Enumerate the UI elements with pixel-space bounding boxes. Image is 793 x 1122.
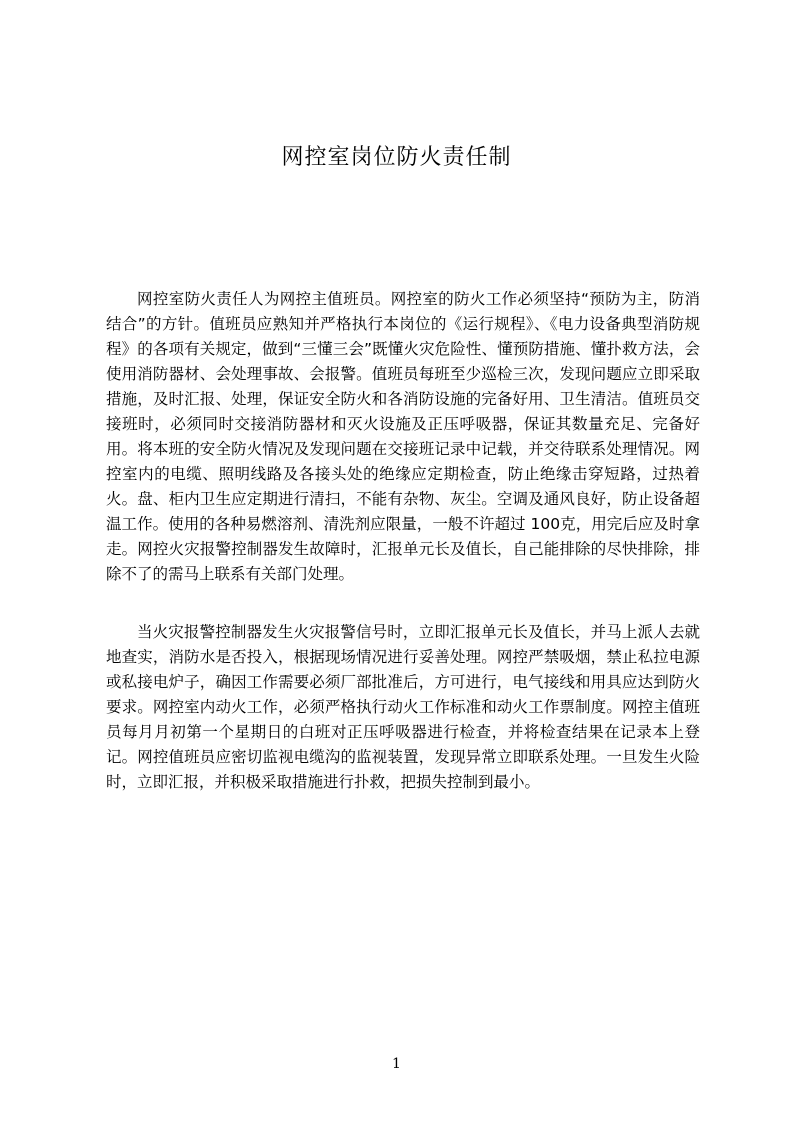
page-number: 1 [392, 1056, 401, 1072]
paragraph-2: 当火灾报警控制器发生火灾报警信号时，立即汇报单元长及值长，并马上派人去就地查实，消防水是否投入，根据现场情况进行妥善处理。网控严禁吸烟，禁止私拉电源或私接电炉子，确因工作需要必须厂部批准后，方可进行，电气接线和用具应达到防火要求。网控室内动火工作，必须严格执行动火工作标准和动火工作票制度。网控主值班员每月月初第一个星期日的白班对正压呼吸器进行检查，并将检查结果在记录本上登记。网控值班员应密切监视电缆沟的监视装置，发现异常立即联系处理。一旦发生火险时，立即汇报，并积极采取措施进行扑救，把损失控制到最小。 [106, 623, 700, 791]
paragraph-1: 网控室防火责任人为网控主值班员。网控室的防火工作必须坚持“预防为主，防消结合”的方针。值班员应熟知并严格执行本岗位的《运行规程》、《电力设备典型消防规程》的各项有关规定，做到“三懂三会”既懂火灾危险性、懂预防措施、懂扑救方法，会使用消防器材、会处理事故、会报警。值班员每班至少巡检三次，发现问题应立即采取措施，及时汇报、处理，保证安全防火和各消防设施的完备好用、卫生清洁。值班员交接班时，必须同时交接消防器材和灭火设施及正压呼吸器，保证其数量充足、完备好用。将本班的安全防火情况及发现问题在交接班记录中记载，并交待联系处理情况。网控室内的电缆、照明线路及各接头处的绝缘应定期检查，防止绝缘击穿短路，过热着火。盘、柜内卫生应定期进行清扫，不能有杂物、灰尘。空调及通风良好，防止设备超温工作。使用的各种易燃溶剂、清洗剂应限量，一般不许超过 100克，用完后应及时拿走。网控火灾报警控制器发生故障时，汇报单元长及值长，自己能排除的尽快排除，排除不了的需马上联系有关部门处理。 [106, 290, 700, 583]
document-title: 网控室岗位防火责任制 [281, 145, 512, 170]
